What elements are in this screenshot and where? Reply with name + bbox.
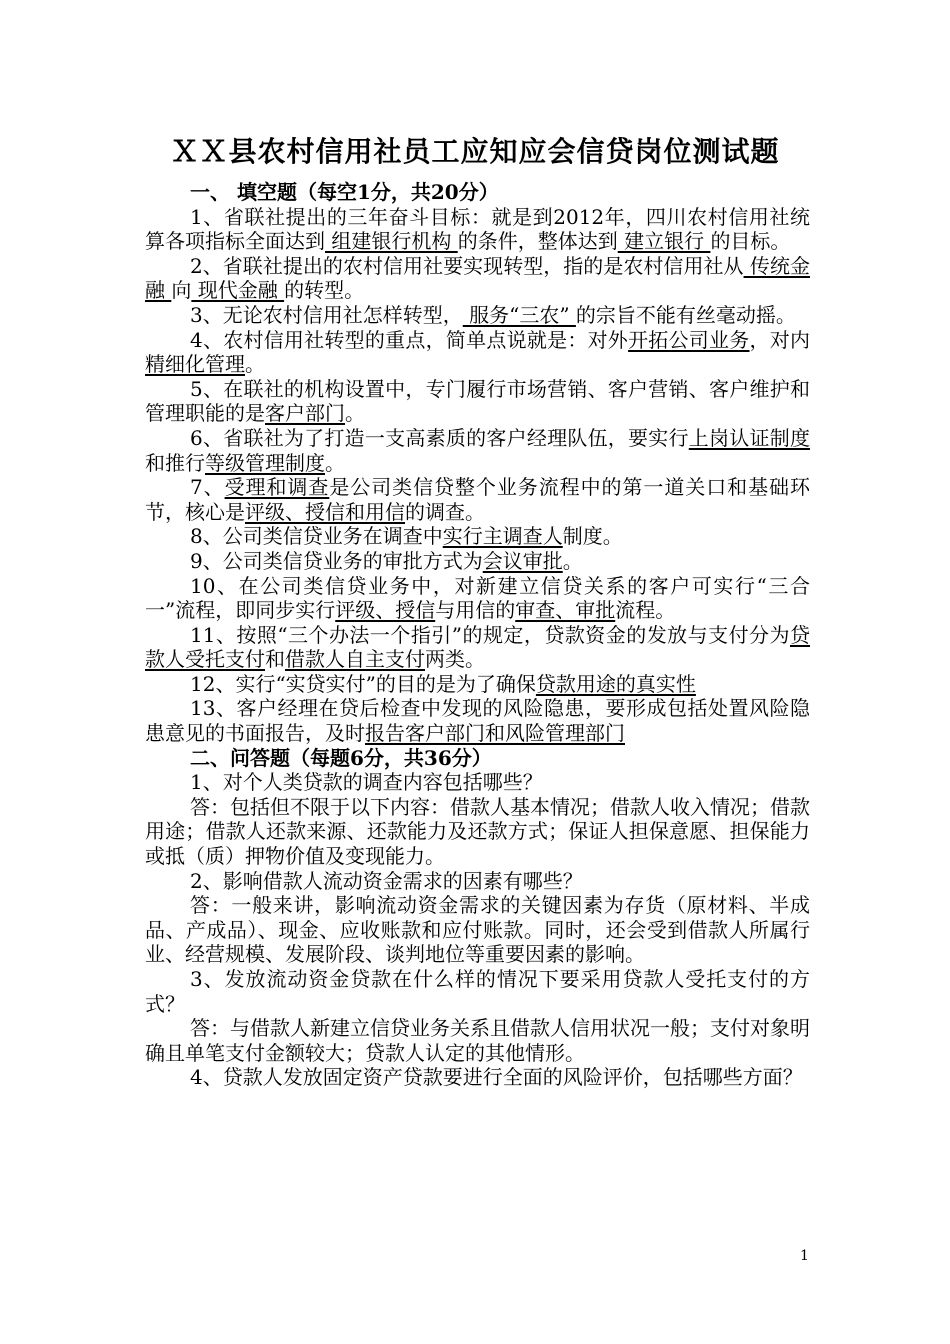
answer-blank: 建立银行 bbox=[617, 229, 711, 254]
answer-blank: 组建银行机构 bbox=[325, 229, 458, 254]
qa-question-3: 3、发放流动资金贷款在什么样的情况下要采用贷款人受托支付的方式？ bbox=[145, 967, 810, 1016]
answer-blank: 评级、授信和用信 bbox=[245, 499, 405, 524]
qa-answer-1: 答：包括但不限于以下内容：借款人基本情况；借款人收入情况；借款用途；借款人还款来源、还款能力及还款方式；保证人担保意愿、担保能力或抵（质）押物价值及变现能力。 bbox=[145, 794, 810, 869]
question-1: 1、省联社提出的三年奋斗目标：就是到2012年，四川农村信用社统算各项指标全面达到 组建银行机构 的条件，整体达到 建立银行 的目标。 bbox=[145, 204, 810, 254]
question-11: 11、按照“三个办法一个指引”的规定，贷款资金的发放与支付分为贷款人受托支付和借款人自主支付两类。 bbox=[145, 622, 810, 672]
question-12: 12、实行“实贷实付”的目的是为了确保贷款用途的真实性 bbox=[190, 671, 696, 696]
qa-answer-2: 答：一般来讲，影响流动资金需求的关键因素为存货（原材料、半成品、产成品）、现金、应收账款和应付账款。同时，还会受到借款人所属行业、经营规模、发展阶段、谈判地位等重要因素的影响。 bbox=[145, 893, 810, 967]
answer-blank: 评级、授信 bbox=[335, 598, 436, 623]
qa-question-4: 4、贷款人发放固定资产贷款要进行全面的风险评价，包括哪些方面？ bbox=[190, 1065, 803, 1090]
answer-blank: 会议审批 bbox=[482, 548, 563, 573]
answer-blank: 现代金融 bbox=[191, 278, 285, 303]
answer-blank: 实行主调查人 bbox=[442, 524, 563, 549]
document-title: ＸＸ县农村信用社员工应知应会信贷岗位测试题 bbox=[170, 135, 780, 168]
answer-blank: 受理和调查 bbox=[224, 475, 330, 500]
question-3: 3、无论农村信用社怎样转型， 服务“三农” 的宗旨不能有丝毫动摇。 bbox=[190, 302, 796, 327]
question-5: 5、在联社的机构设置中，专门履行市场营销、客户营销、客户维护和管理职能的是客户部门。 bbox=[145, 376, 810, 426]
answer-blank: 上岗认证制度 bbox=[688, 425, 810, 450]
section-fill-in-heading: 一、 填空题（每空1分，共20分） bbox=[190, 180, 499, 204]
page-number: 1 bbox=[800, 1248, 809, 1264]
answer-blank: 审查、审批 bbox=[515, 598, 616, 623]
question-6: 6、省联社为了打造一支高素质的客户经理队伍，要实行上岗认证制度和推行等级管理制度。 bbox=[145, 425, 810, 475]
answer-blank: 客户部门 bbox=[265, 401, 345, 426]
answer-blank: 等级管理制度 bbox=[205, 450, 325, 475]
qa-question-2: 2、影响借款人流动资金需求的因素有哪些？ bbox=[190, 868, 583, 893]
question-13: 13、客户经理在贷后检查中发现的风险隐患，要形成包括处置风险隐患意见的书面报告，及时报告客户部门和风险管理部门 bbox=[145, 696, 810, 746]
answer-blank: 报告客户部门和风险管理部门 bbox=[365, 721, 625, 746]
question-7: 7、受理和调查是公司类信贷整个业务流程中的第一道关口和基础环节，核心是评级、授信和用信的调查。 bbox=[145, 475, 810, 524]
answer-blank: 开拓公司业务 bbox=[628, 327, 750, 352]
question-8: 8、公司类信贷业务在调查中实行主调查人制度。 bbox=[190, 524, 623, 549]
section-qa-heading: 二、问答题（每题6分，共36分） bbox=[190, 745, 492, 770]
answer-blank: 贷款用途的真实性 bbox=[535, 671, 696, 696]
document-body bbox=[145, 180, 810, 1090]
question-9: 9、公司类信贷业务的审批方式为会议审批。 bbox=[190, 548, 583, 573]
answer-blank: 传统金融 bbox=[145, 253, 810, 303]
question-10: 10、在公司类信贷业务中，对新建立信贷关系的客户可实行“三合一”流程，即同步实行评级、授信与用信的审查、审批流程。 bbox=[145, 573, 810, 623]
answer-blank: 借款人自主支付 bbox=[285, 647, 425, 672]
answer-blank: 贷款人受托支付 bbox=[145, 622, 810, 672]
qa-answer-3: 答：与借款人新建立信贷业务关系且借款人信用状况一般；支付对象明确且单笔支付金额较大；贷款人认定的其他情形。 bbox=[145, 1016, 810, 1065]
question-4: 4、农村信用社转型的重点，简单点说就是：对外开拓公司业务，对内精细化管理。 bbox=[145, 327, 810, 377]
answer-blank: 精细化管理 bbox=[145, 352, 245, 377]
answer-blank: 服务“三农” bbox=[462, 302, 576, 327]
question-2: 2、省联社提出的农村信用社要实现转型，指的是农村信用社从 传统金融 向 现代金融 的转型。 bbox=[145, 253, 810, 303]
qa-question-1: 1、对个人类贷款的调查内容包括哪些？ bbox=[190, 770, 543, 795]
